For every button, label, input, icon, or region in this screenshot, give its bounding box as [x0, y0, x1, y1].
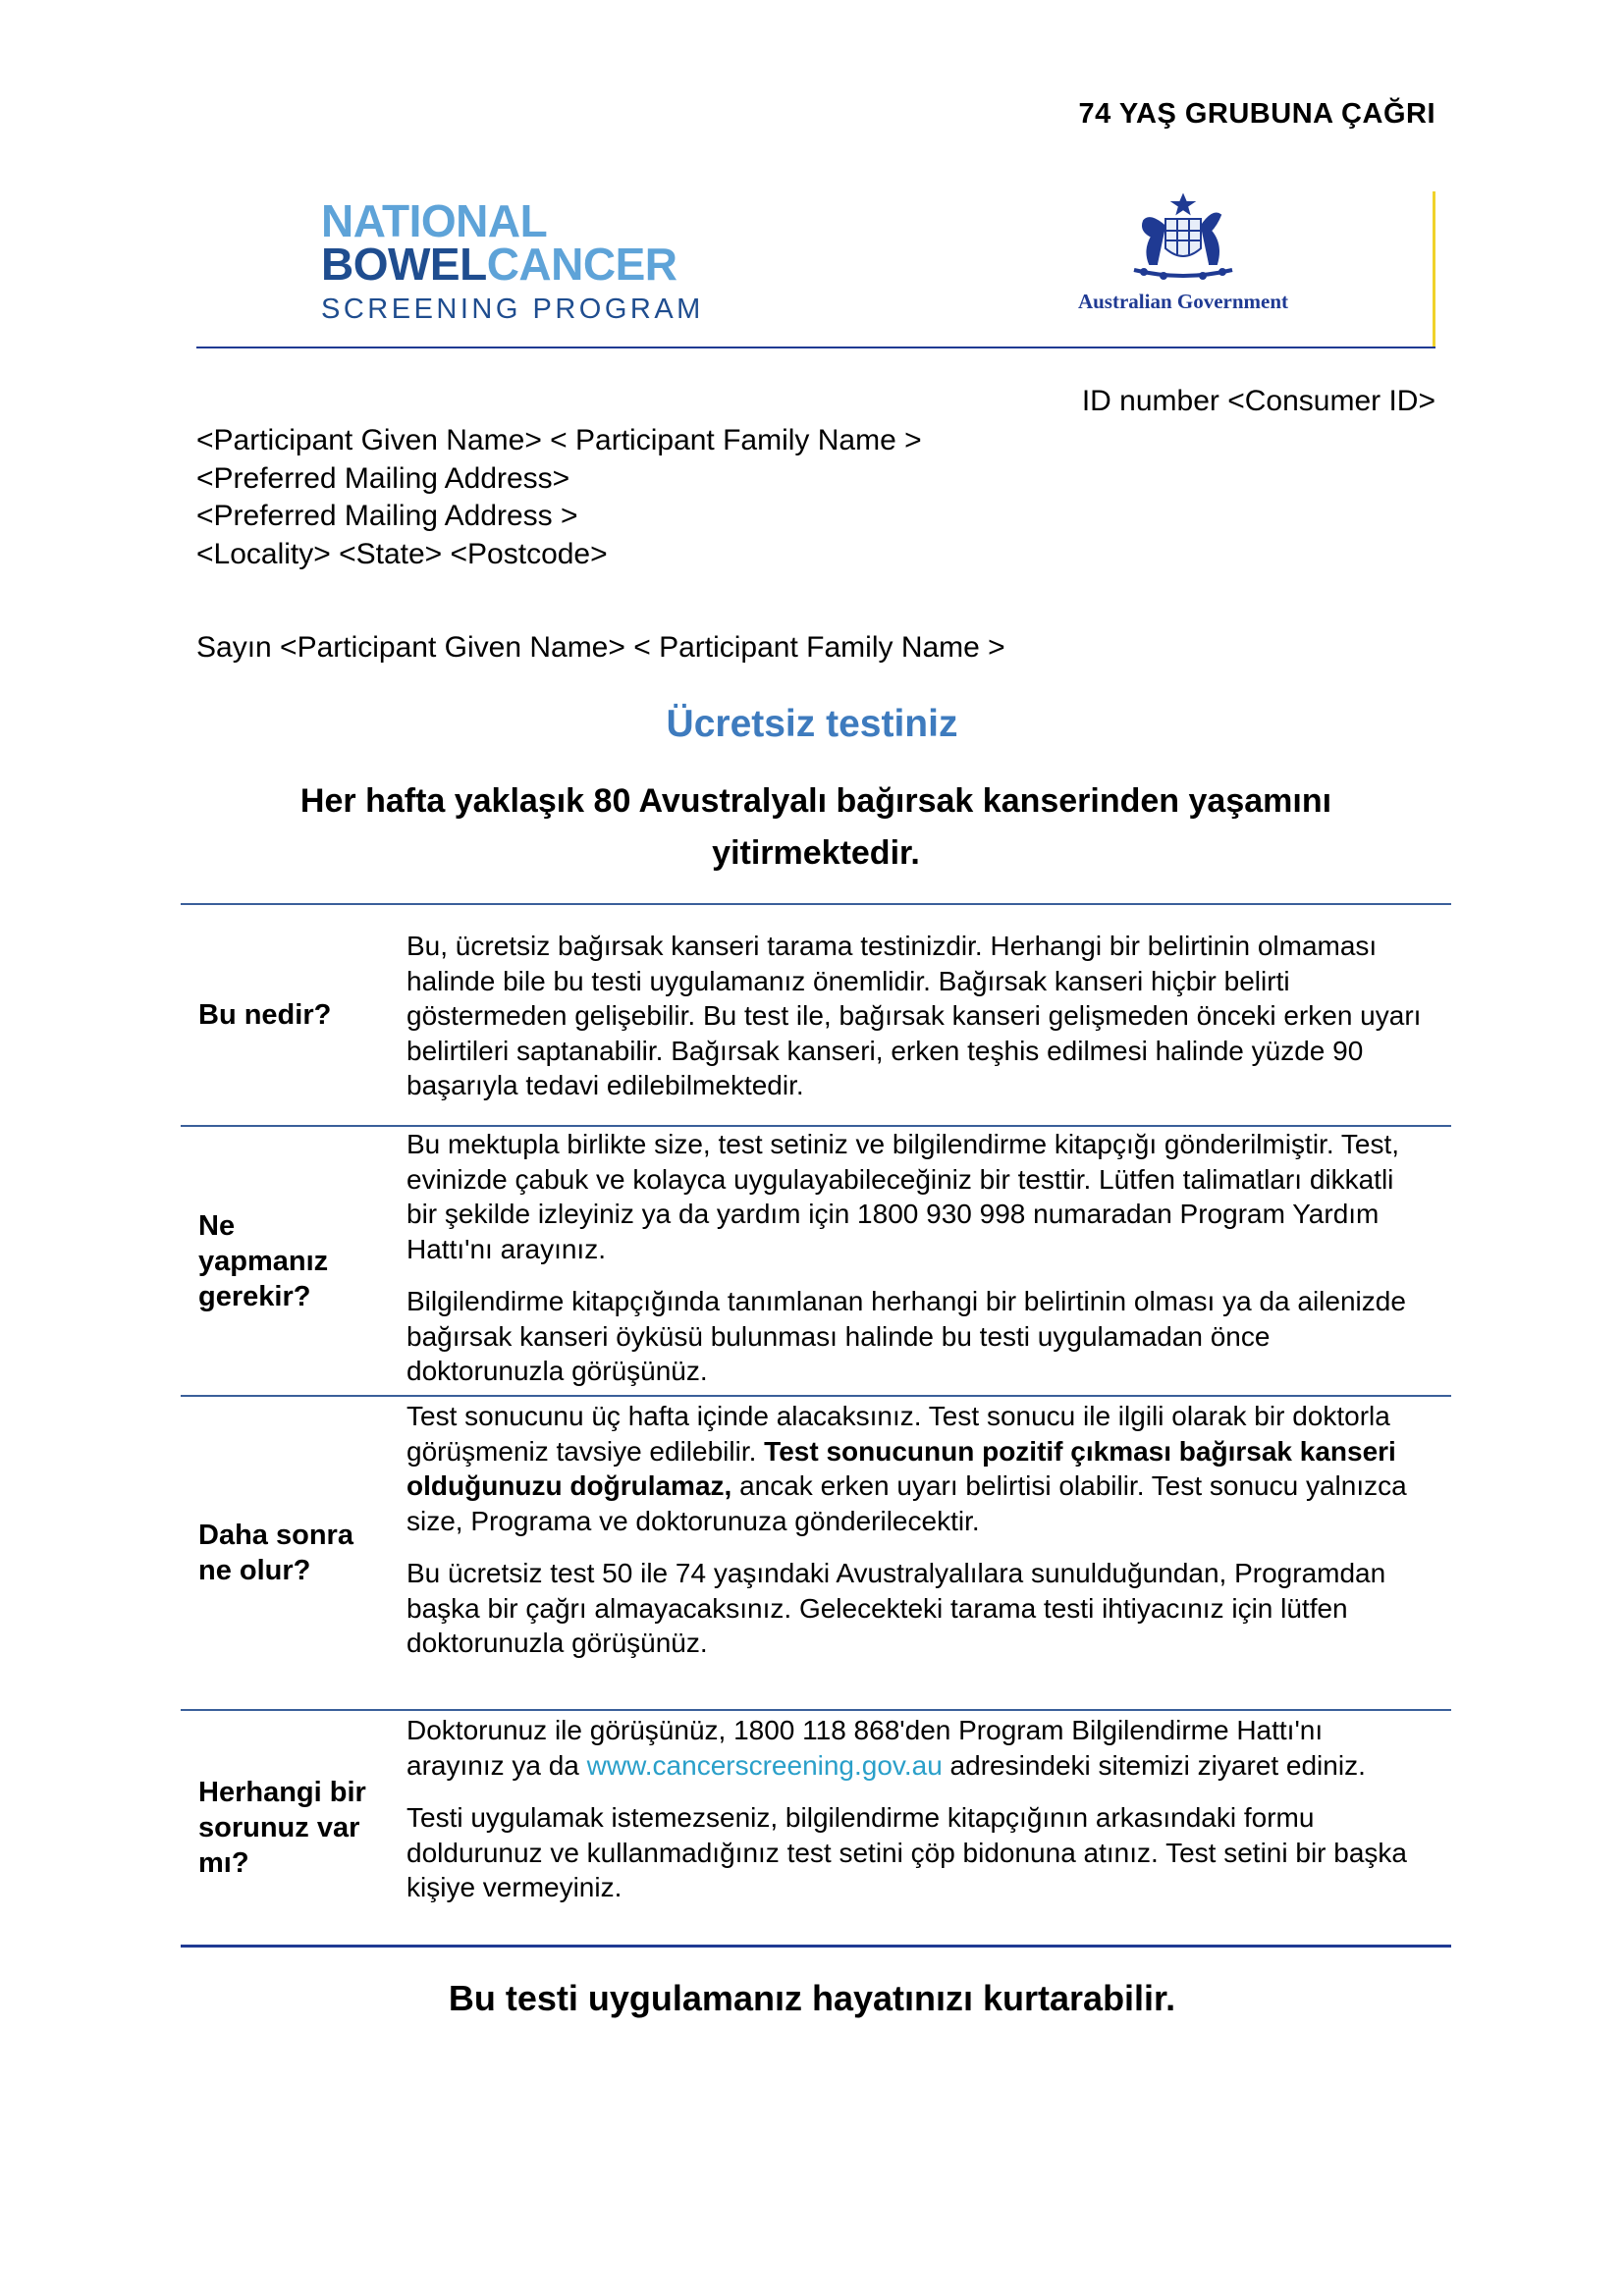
section-paragraph: Bu ücretsiz test 50 ile 74 yaşındaki Avustralyalılara sunulduğundan, Programdan başka bir çağrı almayacaksınız. Gelecekteki tarama testi ihtiyacınız için lütfen doktorunuzla görüşünüz.	[406, 1558, 1386, 1658]
section-paragraph: Bu mektupla birlikte size, test setiniz ve bilgilendirme kitapçığı gönderilmiştir. Test, evinizde çabuk ve kolayca uygulayabileceğiniz bir testtir. Lütfen talimatları dikkatli bir şekilde izleyiniz ya da yardım için 1800 930 998 numaradan Program Yardım Hattı'nı arayınız.	[406, 1129, 1400, 1264]
result-text-a: Test sonucunu üç hafta içinde alacaksınız. Test sonucu ile ilgili olarak bir doktorla görüşmeniz tavsiye edilebilir.	[406, 1401, 1390, 1467]
government-logo	[1070, 191, 1296, 319]
section-what-is-it	[181, 903, 1451, 1125]
page-title: Ücretsiz testiniz	[666, 703, 958, 745]
section-what-to-do	[181, 1125, 1451, 1395]
questions-text-c: adresindeki sitemizi ziyaret ediniz.	[942, 1749, 1366, 1781]
section-paragraph: Bu, ücretsiz bağırsak kanseri tarama testinizdir. Herhangi bir belirtinin olmaması halinde bile bu testi uygulamanız önemlidir. Bağırsak kanseri hiçbir belirti göstermeden gelişebilir. Bu test ile, bağırsak kanseri gelişmeden önceki erken uyarı belirtileri saptanabilir. Bağırsak kanseri, erken teşhis edilmesi halinde yüzde 90 başarıyla tedavi edilebilmektedir.	[406, 931, 1422, 1100]
section-what-next	[181, 1395, 1451, 1709]
section-body	[389, 1127, 1451, 1395]
subtitle	[196, 775, 1435, 880]
logo-band	[196, 191, 1435, 348]
website-link[interactable]: www.cancerscreening.gov.au	[586, 1749, 943, 1781]
section-paragraph	[406, 1713, 1422, 1783]
recipient-address	[196, 422, 922, 573]
program-logo-line2	[321, 239, 704, 290]
result-text-bold: Test sonucunun pozitif çıkması bağırsak kanseri olduğunuzu doğrulamaz,	[406, 1435, 1396, 1501]
section-label: Herhangi bir sorunuz var mı?	[198, 1777, 366, 1879]
program-logo-line1: NATIONAL	[321, 195, 548, 246]
salutation: Sayın <Participant Given Name> < Participant Family Name >	[196, 631, 1005, 664]
campaign-tag: 74 YAŞ GRUBUNA ÇAĞRI	[1078, 98, 1435, 130]
band-edge	[1433, 191, 1435, 347]
section-body	[389, 1711, 1451, 1945]
program-logo	[321, 195, 704, 326]
section-body	[389, 1397, 1451, 1709]
coat-of-arms-icon	[1114, 191, 1252, 286]
section-label: Ne yapmanız gerekir?	[198, 1209, 329, 1312]
address-line-1: <Preferred Mailing Address>	[196, 461, 570, 495]
result-text-c: ancak erken uyarı belirtisi olabilir. Test sonucu yalnızca size, Programa ve doktorunuza gönderilecektir.	[406, 1470, 1407, 1536]
subtitle-line-2: yitirmektedir.	[712, 834, 920, 872]
section-body	[389, 905, 1451, 1125]
closing-statement: Bu testi uygulamanız hayatınızı kurtarabilir.	[448, 1978, 1176, 2018]
program-logo-bowel: BOWEL	[321, 239, 487, 290]
address-line-2: <Preferred Mailing Address >	[196, 500, 578, 532]
section-paragraph: Testi uygulamak istemezseniz, bilgilendirme kitapçığının arkasındaki formu doldurunuz ve kullanmadığınız test setini çöp bidonuna atınız. Test setini bir başka kişiye vermeyiniz.	[406, 1802, 1407, 1902]
section-paragraph: Bilgilendirme kitapçığında tanımlanan herhangi bir belirtinin olması ya da ailenizde bağırsak kanseri öyküsü bulunması halinde bu testi uygulamadan önce doktorunuzla görüşünüz.	[406, 1286, 1406, 1386]
section-questions	[181, 1709, 1451, 1948]
section-label: Bu nedir?	[198, 999, 332, 1031]
address-locality: <Locality> <State> <Postcode>	[196, 537, 608, 570]
consumer-id: ID number <Consumer ID>	[1081, 385, 1435, 417]
section-label: Daha sonra ne olur?	[198, 1520, 353, 1586]
section-paragraph	[406, 1399, 1422, 1538]
government-name: Australian Government	[1077, 290, 1289, 313]
recipient-name: <Participant Given Name> < Participant Family Name >	[196, 424, 922, 456]
program-logo-cancer: CANCER	[486, 239, 677, 290]
subtitle-line-1: Her hafta yaklaşık 80 Avustralyalı bağırsak kanserinden yaşamını	[299, 782, 1332, 820]
questions-text-a: Doktorunuz ile görüşünüz, 1800 118 868'den Program Bilgilendirme Hattı'nı arayınız ya da	[406, 1715, 1324, 1781]
info-table	[181, 903, 1451, 1948]
program-logo-line3: SCREENING PROGRAM	[321, 294, 704, 325]
